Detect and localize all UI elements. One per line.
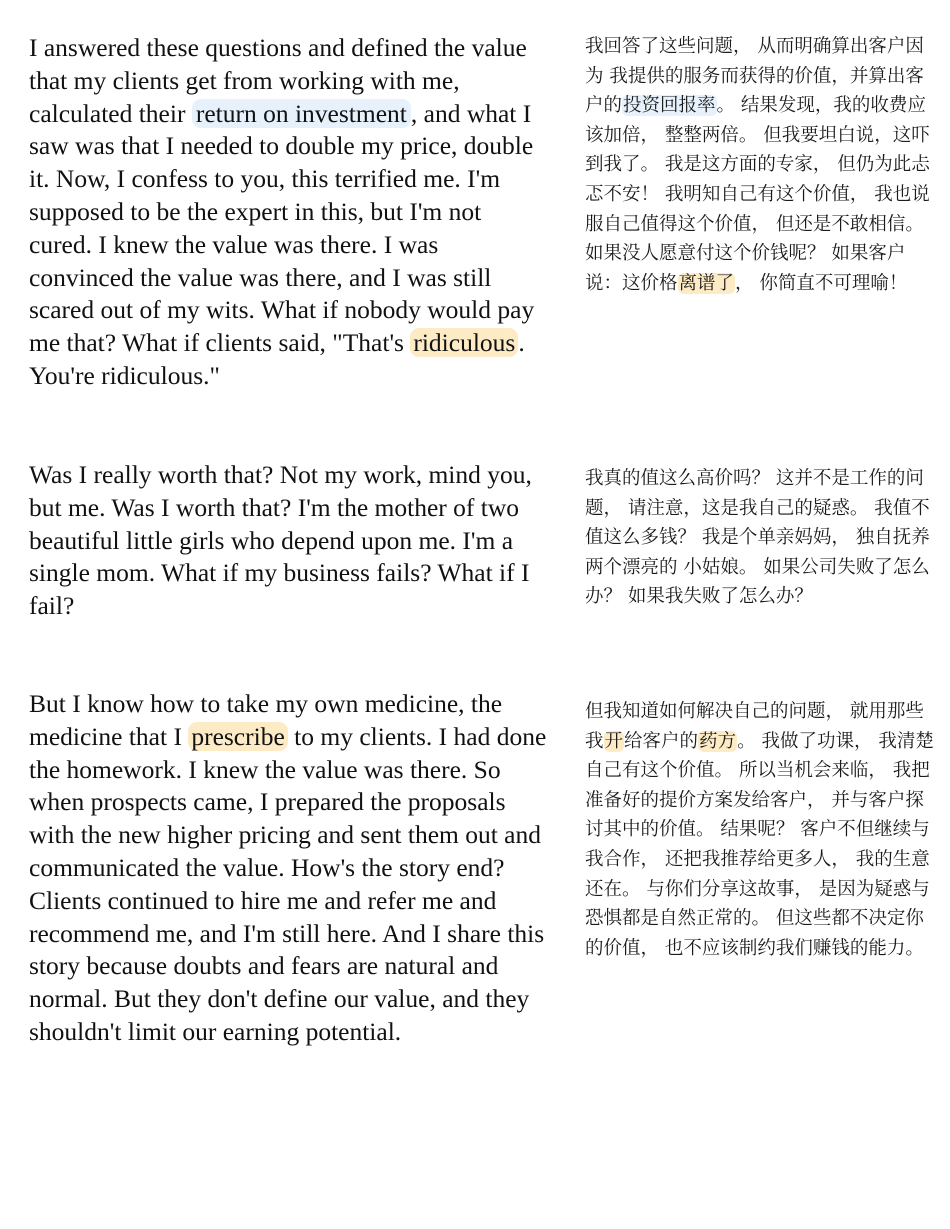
chinese-p1-text-c: ， 你简直不可理喻！ [735, 272, 908, 294]
highlight-prescribe-chinese-1: 开 [604, 730, 624, 752]
english-p1-text-b: , and what I saw was that I needed to double my price, double it. Now, I confess to you, this terrified me. I'm supposed to be the expert in this, but I'm not cured. I knew the value was there. I was convinced the value was there, and I was still scared out of my wits. What if nobody would pay me that? What if clients said, "That's [29, 98, 535, 358]
english-p2-text: Was I really worth that? Not my work, mind you, but me. Was I worth that? I'm the mother of two beautiful little girls who depend upon me. I'm a single mom. What if my business fails? What if I fail? [29, 460, 532, 621]
highlight-ridiculous: ridiculous [410, 328, 518, 357]
english-p3-text-b: to my clients. I had done the homework. I knew the value was there. So when prospects came, I prepared the proposals with the new higher pricing and sent them out and communicated the value. How's the story end? Clients continued to hire me and refer me and recommend me, and I'm still here. And I share this story because doubts and fears are natural and normal. But they don't define our value, and they shouldn't limit our earning potential. [29, 721, 547, 1046]
english-paragraph-2 [29, 459, 549, 623]
chinese-paragraph-3 [585, 697, 942, 963]
highlight-prescribe: prescribe [188, 722, 287, 751]
highlight-return-on-investment: return on investment [192, 99, 411, 128]
chinese-p1-text-b: 。 结果发现，我的收费应该加倍， 整整两倍。 但我要坦白说，这吓到我了。 我是这方面的专家， 但仍为此忐忑不安！ 我明知自己有这个价值， 我也说服自己值得这个价值， 但还是不敢相信。 如果没人愿意付这个价钱呢？ 如果客户说：这价格 [585, 95, 930, 294]
chinese-p3-text-b: 。 我做了功课， 我清楚自己有这个价值。 所以当机会来临， 我把准备好的提价方案发给客户， 并与客户探讨其中的价值。 结果呢？ 客户不但继续与我合作， 还把我推荐给更多人， 我的生意还在。 与你们分享这故事， 是因为疑惑与恐惧都是自然正常的。 但这些都不决定你的价值， 也不应该制约我们赚钱的能力。 [585, 730, 934, 959]
english-p1-text-c: . You're ridiculous." [29, 328, 525, 390]
chinese-paragraph-2 [585, 464, 942, 612]
highlight-ridiculous-chinese: 离谱了 [678, 272, 735, 294]
chinese-p2-text: 我真的值这么高价吗？ 这并不是工作的问题， 请注意，这是我自己的疑惑。 我值不值这么多钱？ 我是个单亲妈妈， 独自抚养两个漂亮的 小姑娘。 如果公司失败了怎么办？ 如果我失败了怎么办？ [585, 468, 930, 608]
chinese-p1-text-a: 我回答了这些问题， 从而明确算出客户因为 我提供的服务而获得的价值，并算出客户的 [585, 36, 924, 117]
english-p1-text-a: I answered these questions and defined the value that my clients get from working with me, calculated their [29, 33, 527, 128]
highlight-prescribe-chinese-2: 药方 [699, 730, 737, 752]
chinese-p3-text-a: 但我知道如何解决自己的问题， 就用那些我 [585, 701, 924, 752]
english-paragraph-1 [29, 32, 549, 393]
highlight-roi-chinese: 投资回报率 [623, 95, 716, 117]
chinese-paragraph-1 [585, 32, 942, 298]
english-paragraph-3 [29, 688, 549, 1049]
chinese-p3-text-m: 给客户的 [624, 730, 699, 752]
english-p3-text-a: But I know how to take my own medicine, the medicine that I [29, 689, 503, 751]
